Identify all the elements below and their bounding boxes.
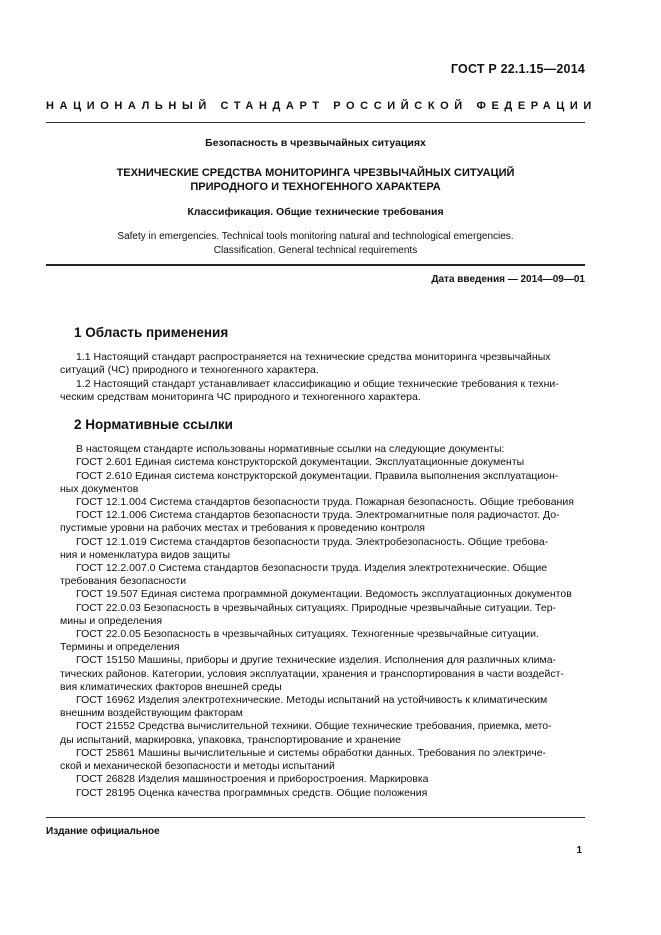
- reference-line: ГОСТ 16962 Изделия электротехнические. Методы испытаний на устойчивость к климатическим: [76, 694, 548, 707]
- header-divider: [46, 122, 585, 123]
- reference-line: ГОСТ 25861 Машины вычислительные и системы обработки данных. Требования по электриче-: [76, 746, 547, 759]
- document-title: [46, 166, 585, 194]
- introduction-date: Дата введения — 2014—09—01: [431, 274, 585, 285]
- reference-line: ГОСТ 26828 Изделия машиностроения и приборостроения. Маркировка: [76, 773, 429, 786]
- document-code: ГОСТ Р 22.1.15—2014: [450, 62, 585, 76]
- reference-line: ГОСТ 15150 Машины, приборы и другие технические изделия. Исполнения для различных клима-: [76, 654, 557, 667]
- title-divider: [46, 264, 585, 266]
- reference-line: требования безопасности: [60, 575, 187, 588]
- reference-line: внешним воздействующим факторам: [60, 707, 243, 720]
- reference-line: ных документов: [60, 482, 139, 495]
- references-list: [60, 456, 582, 799]
- reference-line: ГОСТ 19.507 Единая система программной документации. Ведомость эксплуатационных документов: [76, 588, 572, 601]
- document-title-line2: ПРИРОДНОГО И ТЕХНОГЕННОГО ХАРАКТЕРА: [190, 181, 441, 193]
- references-intro: В настоящем стандарте использованы нормативные ссылки на следующие документы:: [76, 443, 505, 456]
- edition-note: Издание официальное: [46, 826, 160, 837]
- reference-line: ГОСТ 12.1.006 Система стандартов безопасности труда. Электромагнитные поля радиочастот. До-: [76, 509, 560, 522]
- reference-line: Термины и определения: [60, 641, 180, 654]
- reference-line: ГОСТ 12.1.004 Система стандартов безопасности труда. Пожарная безопасность. Общие требования: [76, 496, 574, 509]
- reference-line: ГОСТ 28195 Оценка качества программных средств. Общие положения: [76, 786, 428, 799]
- reference-line: ГОСТ 2.601 Единая система конструкторской документации. Эксплуатационные документы: [76, 456, 525, 469]
- document-subtitle: Классификация. Общие технические требования: [187, 206, 444, 218]
- paragraph-1-2-line2: ческим средствам мониторинга ЧС природного и техногенного характера.: [60, 390, 421, 403]
- reference-line: ГОСТ 21552 Средства вычислительной техники. Общие технические требования, приемка, мето-: [76, 720, 552, 733]
- paragraph-1-2-line1: 1.2 Настоящий стандарт устанавливает классификацию и общие технические требования к техни-: [76, 377, 559, 390]
- reference-line: пустимые уровни на рабочих местах и требования к проведению контроля: [60, 522, 425, 535]
- reference-line: ГОСТ 12.1.019 Система стандартов безопасности труда. Электробезопасность. Общие требова-: [76, 535, 549, 548]
- reference-line: ской и механической безопасности и методы испытаний: [60, 760, 335, 773]
- reference-line: вия климатических факторов внешней среды: [60, 680, 282, 693]
- reference-line: ния и номенклатура видов защиты: [60, 548, 231, 561]
- section-2-heading: 2 Нормативные ссылки: [74, 417, 233, 433]
- section-title: Безопасность в чрезвычайных ситуациях: [205, 137, 426, 149]
- reference-line: ГОСТ 22.0.03 Безопасность в чрезвычайных ситуациях. Природные чрезвычайные ситуации. Тер-: [76, 601, 557, 614]
- paragraph-1-1: [60, 351, 582, 377]
- reference-line: ГОСТ 12.2.007.0 Система стандартов безопасности труда. Изделия электротехнические. Общие: [76, 562, 548, 575]
- reference-line: ГОСТ 22.0.05 Безопасность в чрезвычайных ситуациях. Техногенные чрезвычайные ситуации.: [76, 628, 539, 641]
- section-1-heading: 1 Область применения: [74, 325, 229, 340]
- standard-designation: НАЦИОНАЛЬНЫЙ СТАНДАРТ РОССИЙСКОЙ ФЕДЕРАЦИИ: [46, 100, 597, 112]
- paragraph-1-2: [60, 378, 582, 404]
- english-title-line2: Classification. General technical requirements: [213, 245, 418, 256]
- paragraph-1-1-line1: 1.1 Настоящий стандарт распространяется на технические средства мониторинга чрезвычайных: [76, 351, 551, 364]
- paragraph-1-1-line2: ситуаций (ЧС) природного и техногенного характера.: [60, 364, 319, 377]
- english-title: [46, 230, 585, 258]
- reference-line: ГОСТ 2.610 Единая система конструкторской документации. Правила выполнения эксплуатацион-: [76, 469, 559, 482]
- document-title-line1: ТЕХНИЧЕСКИЕ СРЕДСТВА МОНИТОРИНГА ЧРЕЗВЫЧАЙНЫХ СИТУАЦИЙ: [116, 167, 515, 179]
- reference-line: тических районов. Категории, условия эксплуатации, хранения и транспортирования в части воздейст-: [60, 667, 564, 680]
- english-title-line1: Safety in emergencies. Technical tools monitoring natural and technological emergencies.: [117, 231, 514, 242]
- reference-line: мины и определения: [60, 614, 163, 627]
- page-number: 1: [576, 845, 582, 856]
- footer-divider: [46, 817, 585, 818]
- document-body: [60, 326, 582, 800]
- reference-line: ды испытаний, маркировка, упаковка, транспортирование и хранение: [60, 733, 401, 746]
